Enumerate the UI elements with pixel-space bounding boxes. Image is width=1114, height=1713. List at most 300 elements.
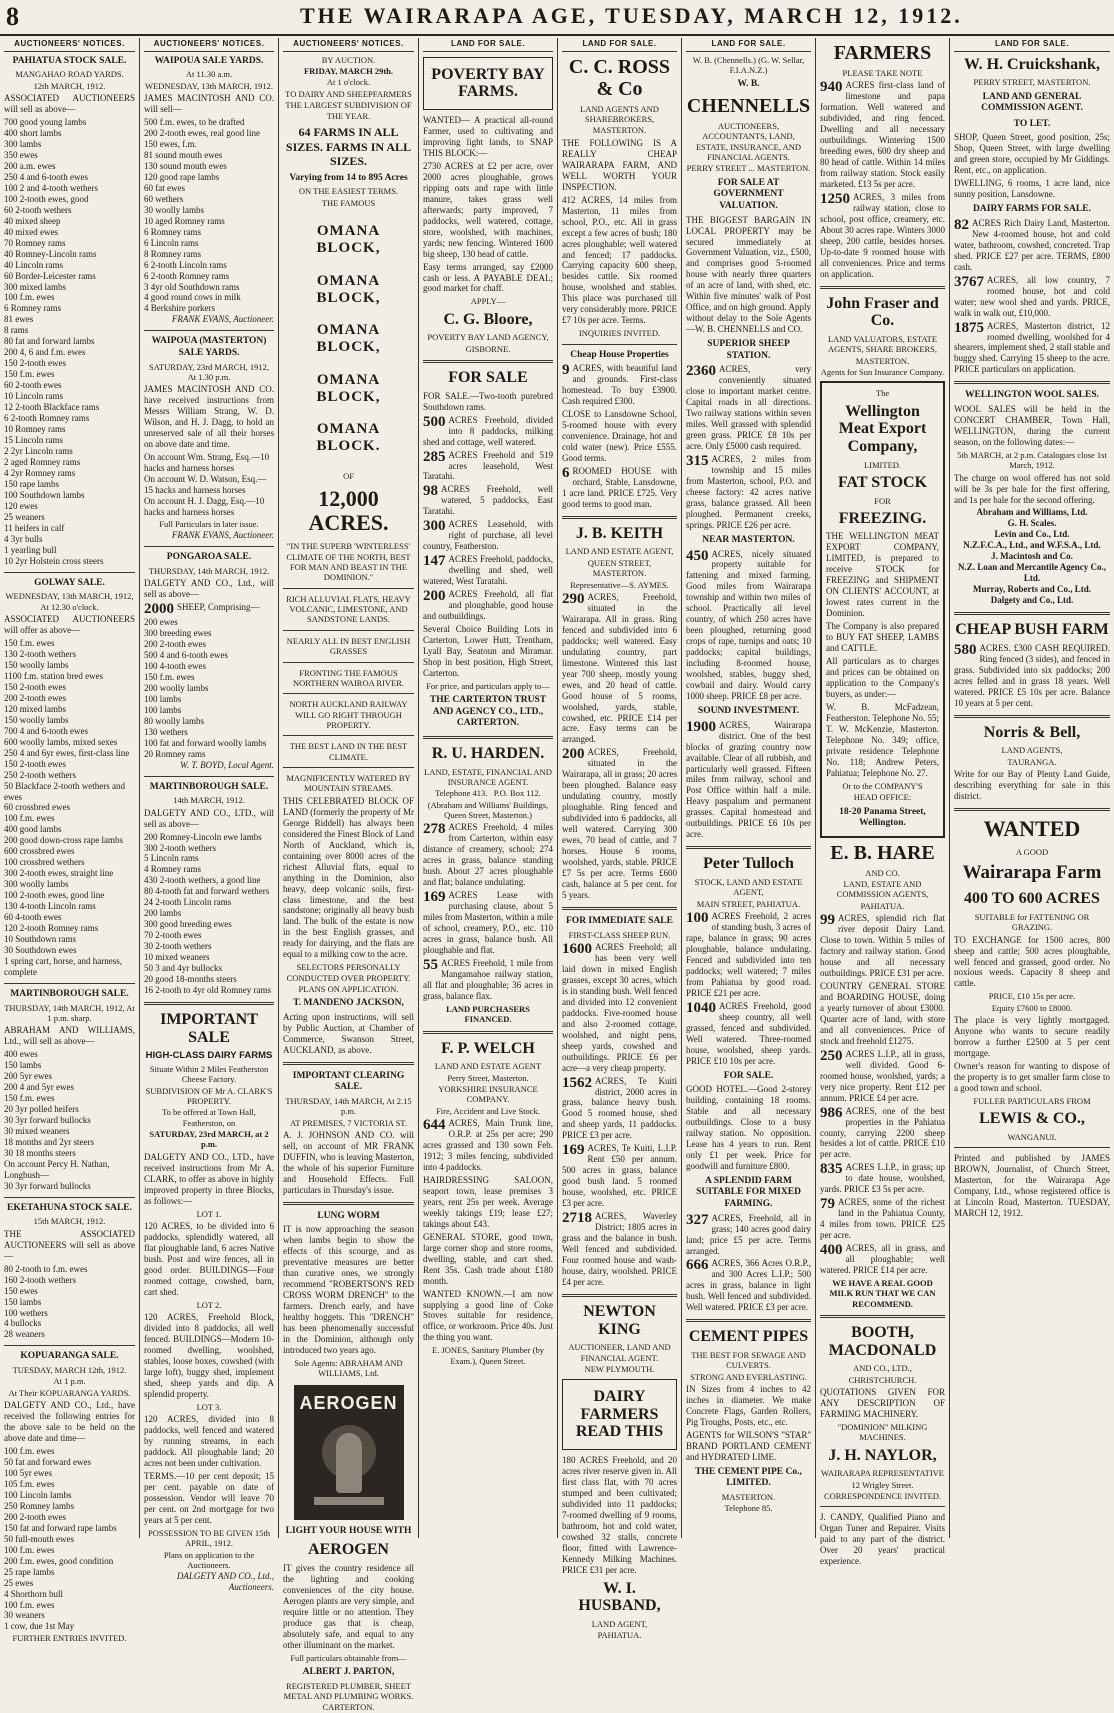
ad-line: LIMITED. bbox=[863, 459, 902, 470]
acreage-number: 940 bbox=[820, 79, 843, 96]
list-line: 60 2-tooth ewes bbox=[4, 380, 62, 391]
list-line: OMANA BLOCK, bbox=[316, 272, 381, 306]
ad-heading: DAIRY FARMS FOR SALE. bbox=[973, 204, 1091, 215]
property-listing bbox=[562, 363, 677, 407]
list-line: Dalgety and Co., Ltd. bbox=[990, 595, 1074, 606]
list-line: 60 4-tooth ewes bbox=[4, 912, 62, 923]
listing-text: ACRES, 3 miles from railway station, close to school, post office, creamery, etc. About 30 acres rape. Winters 3000 sheep, 200 cattle, besides horses. Up-to-date 9 roomed house with all conveniences. Price and terms on application. bbox=[820, 192, 945, 279]
list-line: 30 2-tooth wethers bbox=[144, 941, 212, 952]
acreage-number: 200 bbox=[423, 588, 446, 605]
list-line: 25 ewes bbox=[4, 1577, 34, 1588]
list-line: 2 aged Romney rams bbox=[4, 457, 81, 468]
acreage-number: 3767 bbox=[954, 273, 984, 290]
ad-body: AGENTS for WILSON'S "STAR" BRAND PORTLAND CEMENT and HYDRATED LIME. bbox=[686, 1429, 811, 1462]
list-line: 15 Lincoln rams bbox=[4, 435, 63, 446]
listing-text: ACRES Leasehold, with right of purchase, all level country, Featherston. bbox=[423, 519, 553, 552]
ad-date: 12th MARCH, 1912. bbox=[33, 80, 106, 91]
list-line: On account Percy H. Nathan, Longbush— bbox=[4, 1158, 110, 1180]
list-line: 100 4-tooth ewes bbox=[144, 660, 206, 671]
ad-signature: DALGETY AND CO., Ltd., Auctioneers. bbox=[176, 1571, 274, 1593]
ad-line: "IN THE SUPERB 'WINTERLESS' CLIMATE OF THE NORTH, BEST FOR MAN AND BEAST IN THE DOMINION." bbox=[286, 541, 411, 583]
ad-date: FRIDAY, MARCH 29th. bbox=[303, 66, 394, 77]
ad-line: A GOOD bbox=[1015, 847, 1049, 857]
ad-line: Agents for Sun Insurance Company. bbox=[820, 367, 945, 378]
divider bbox=[283, 662, 414, 663]
item-list bbox=[686, 549, 811, 703]
ad-body: All particulars as to charges and prices can be obtained on application to the Company's buyers, as under:— bbox=[826, 656, 939, 700]
ad-town: PAHIATUA. bbox=[597, 1630, 642, 1641]
ad-address: MAIN STREET, PAHIATUA. bbox=[696, 898, 801, 909]
listing-text: ACRES L.I.P., all in grass, well divided. Good 6-roomed house, woolshed, yards; a very nice property. Rent £12 per annum. PRICE £4 per acre. bbox=[820, 1048, 945, 1103]
ad-subheading: PLEASE TAKE NOTE bbox=[842, 68, 923, 78]
ad-line: YORKSHIRE INSURANCE COMPANY. bbox=[438, 1083, 538, 1105]
list-line: On account W. D. Watson, Esq.—15 hacks and harness horses bbox=[144, 474, 267, 495]
list-line: 130 2-tooth wethers bbox=[4, 648, 76, 659]
list-line: 60 wethers bbox=[144, 193, 184, 204]
list-line: 150 f.m. ewes bbox=[4, 369, 55, 380]
ad-address: (Abraham and Williams' Buildings, Queen Street, Masterton.) bbox=[427, 799, 549, 821]
list-line: 100 crossbred wethers bbox=[4, 857, 85, 868]
ad-line: FRONTING THE FAMOUS NORTHERN WAIROA RIVER. bbox=[292, 667, 404, 688]
list-line: 130 4-tooth Lincoln rams bbox=[4, 901, 96, 912]
ad-heading: AEROGEN bbox=[308, 1541, 389, 1559]
list-line: 6 2-tooth Lincoln rams bbox=[144, 259, 227, 270]
ad-town: MASTERTON. bbox=[592, 125, 647, 136]
ad-date: THURSDAY, 14th MARCH, 1912, At 1 p.m. sharp. bbox=[4, 1002, 135, 1023]
lamp-base-icon bbox=[314, 1497, 384, 1505]
list-line: 100 f.m. ewes bbox=[4, 1599, 55, 1610]
list-line: 16 2-tooth to 4yr old Romney rams bbox=[144, 985, 271, 996]
section-heading: LAND FOR SALE. bbox=[686, 38, 811, 52]
ad-body: WANTED— A practical all-round Farmer, used to cultivating and improving light lands, to SNAP THIS BLOCK:— bbox=[423, 114, 553, 158]
ad-date: THURSDAY, 14th MARCH, 1912. bbox=[148, 565, 270, 576]
ad-heading: FAT STOCK bbox=[837, 473, 928, 491]
listing-text: ACRES, very conveniently situated close to important market centre. Capital roads in all directions. Two railway stations within seven miles. Well grassed with splendid green grass. PRICE £8 10s per acre. Only £5000 cash required. bbox=[686, 364, 811, 452]
ad-subheading: AUCTIONEERS, ACCOUNTANTS, LAND, ESTATE, INSURANCE, AND FINANCIAL AGENTS. bbox=[695, 121, 802, 163]
ad-heading: W. B. bbox=[737, 79, 760, 90]
acreage-number: 327 bbox=[686, 1211, 709, 1228]
divider bbox=[820, 286, 945, 289]
ad-heading: CHENNELLS bbox=[686, 95, 811, 118]
listing-text: ACRES Freehold, 4 miles from Carterton, within easy distance of creamery, school; 274 acres in grass, balance standing bush. About 27 acres ploughable and flat; balance undulating. bbox=[423, 822, 553, 888]
list-line: 80 4-tooth fat and forward wethers bbox=[144, 886, 270, 897]
ad-body: The place is very lightly mortgaged. Anyone who wants to secure readily borrow a further £2500 at 5 per cent mortgage. bbox=[954, 1015, 1110, 1059]
listing-text: ACRES Freehold; all has been very well laid down in mixed English grasses, except 30 acres, which is in standing bush. Well fenced and divided into 12 convenient paddocks. Five-roomed house and also 2-roomed cottage, woolshed, and night pens, sheep yards, cowshed and outbuildings. PRICE £6 per acre—a very cheap property. bbox=[562, 941, 677, 1073]
listing-text: ACRES, some of the richest land in the Pahiatua County, 4 miles from town. PRICE £25 per acre. bbox=[820, 1197, 945, 1241]
agent-name: LEWIS & CO., bbox=[979, 1110, 1085, 1128]
ad-address: Perry Street, Masterton. bbox=[447, 1072, 529, 1083]
list-line: 4 Berkshire porkers bbox=[144, 303, 215, 314]
item-list bbox=[954, 643, 1110, 709]
section-heading: LAND FOR SALE. bbox=[562, 38, 677, 52]
list-line: 100 fat and forward woolly lambs bbox=[144, 737, 267, 748]
divider bbox=[954, 808, 1110, 811]
item-list bbox=[686, 911, 811, 1067]
acreage-number: 1900 bbox=[686, 718, 716, 735]
list-line: 200 woolly lambs bbox=[144, 682, 209, 693]
column-1 bbox=[0, 38, 140, 1644]
property-listing bbox=[423, 822, 553, 888]
ad-heading: IMPORTANT SALE bbox=[160, 1011, 258, 1046]
ad-footer: E. JONES, Sanitary Plumber (by Exam.), Queen Street. bbox=[432, 1345, 544, 1366]
divider bbox=[283, 630, 414, 631]
ad-subheading: MANGAHAO ROAD YARDS. bbox=[15, 69, 124, 80]
ad-line: W. B. (Chennells.) (G. W. Sellar, F.I.A.N.Z.) bbox=[692, 54, 805, 76]
ad-intro: ASSOCIATED AUCTIONEERS will sell as above— bbox=[4, 93, 135, 115]
listing-text: ACRES, Te Kuiti, L.I.P. Rent £50 per annum. 500 acres in grass, balance good bush land. 5 roomed house, woolshed, etc. PRICE £3 per acre. bbox=[562, 1143, 677, 1209]
ad-signature: W. T. BOYD, Local Agent. bbox=[180, 759, 274, 770]
list-line: 50 fat and forward ewes bbox=[4, 1456, 91, 1467]
list-line: 200 5yr ewes bbox=[4, 1071, 52, 1082]
list-line: 6 Romney rams bbox=[4, 303, 61, 314]
ad-heading: John Fraser and Co. bbox=[826, 294, 939, 330]
aerogen-lamp-illustration bbox=[294, 1385, 404, 1520]
ad-heading: PAHIATUA STOCK SALE. bbox=[12, 55, 127, 66]
ad-heading: LUNG WORM bbox=[317, 1210, 380, 1221]
ad-line: For price, and particulars apply to— bbox=[426, 680, 550, 691]
list-line: 300 lambs bbox=[4, 138, 42, 149]
ad-subheading: HIGH-CLASS DAIRY FARMS bbox=[145, 1050, 273, 1062]
ad-line: OF bbox=[343, 470, 354, 481]
ad-line: LAND AGENT, bbox=[591, 1618, 648, 1629]
list-line: 28 weaners bbox=[4, 1329, 45, 1340]
ad-heading: NEAR MASTERTON. bbox=[702, 534, 795, 545]
list-line: 250 Romney lambs bbox=[4, 1500, 74, 1511]
list-line: 105 f.m. ewes bbox=[4, 1478, 55, 1489]
item-list bbox=[686, 1213, 811, 1314]
acreage-number: 644 bbox=[423, 1117, 446, 1134]
agent-name: T. MANDENO JACKSON, bbox=[293, 998, 404, 1009]
ad-line: REGISTERED PLUMBER, SHEET METAL AND PLUMBING WORKS. bbox=[283, 1680, 414, 1702]
ad-body: Several Choice Building Lots in Carterton, Lower Hutt, Trentham, Lyall Bay, Seatoun and Miramar. Shop in best position, High Street, Carterton. bbox=[423, 624, 553, 678]
list-line: 130 sound mouth ewes bbox=[144, 160, 227, 171]
ad-address: QUEEN STREET, MASTERTON. bbox=[587, 557, 652, 579]
list-line: 300 breeding ewes bbox=[144, 628, 212, 639]
property-listing bbox=[423, 890, 553, 956]
list-line: 1 spring cart, horse, and harness, complete bbox=[4, 956, 122, 977]
section-heading: AUCTIONEERS' NOTICES. bbox=[4, 38, 135, 52]
divider bbox=[562, 344, 677, 345]
sheep-count: 2000 bbox=[144, 601, 174, 618]
list-line: 10 Southdown rams bbox=[4, 934, 76, 945]
list-line: 150 ewes bbox=[4, 1285, 38, 1296]
ad-heading: MARTINBOROUGH SALE. bbox=[10, 988, 129, 999]
property-listing bbox=[954, 643, 1110, 709]
ad-subheading: LAND AGENTS, bbox=[1001, 745, 1063, 756]
divider bbox=[562, 1294, 677, 1297]
list-line: 200 lambs bbox=[144, 908, 182, 919]
list-line: 1 yearling bull bbox=[4, 544, 57, 555]
list-line: 120 mixed lambs bbox=[4, 703, 66, 714]
list-line: 150 2-tooth ewes bbox=[4, 758, 66, 769]
list-line: 600 woolly lambs, mixed sexes bbox=[4, 736, 118, 747]
list-line: 18 months and 2yr steers bbox=[4, 1136, 94, 1147]
list-line: G. H. Scales. bbox=[1007, 518, 1057, 529]
acreage-number: 835 bbox=[820, 1161, 843, 1178]
ad-line: Situate Within 2 Miles Featherston Cheese Factory. bbox=[149, 1063, 269, 1085]
list-line: On account H. J. Dagg, Esq.—10 hacks and harness horses bbox=[144, 495, 265, 517]
list-line: J. Macintosh and Co. bbox=[991, 551, 1073, 562]
ad-body: Owner's reason for wanting to dispose of the property is to get smaller farm close to a good town and school. bbox=[954, 1061, 1110, 1093]
list-line: 250 2-tooth wethers bbox=[4, 769, 76, 780]
divider bbox=[283, 735, 414, 736]
ad-line: POVERTY BAY LAND AGENCY, bbox=[427, 332, 549, 343]
divider bbox=[423, 736, 553, 739]
acreage-number: 82 bbox=[954, 216, 969, 233]
lot-text: 120 ACRES, to be divided into 6 paddocks, splendidly watered, all flat ploughable land, 6 acres Native bush. Post and wire fences, all in good order. BUILDINGS—Four roomed cottage, cowshed, barn, cart shed. bbox=[144, 1220, 274, 1297]
ad-line: FOR bbox=[874, 495, 891, 506]
ad-line: THE LARGEST SUBDIVISION OF THE YEAR. bbox=[285, 100, 412, 121]
aerogen-image-label: AEROGEN bbox=[299, 1392, 398, 1413]
ad-heading: E. B. HARE bbox=[830, 841, 935, 864]
stock-list bbox=[144, 832, 274, 997]
acreage-number: 98 bbox=[423, 483, 438, 500]
property-listing bbox=[686, 1001, 811, 1067]
list-line: 80 2-tooth to f.m. ewes bbox=[4, 1263, 88, 1274]
list-line: 8 rams bbox=[4, 325, 29, 336]
listing-text: ACRES Freehold, divided into 8 paddocks, milking shed and cottage, well watered. bbox=[423, 414, 553, 447]
list-line: 40 mixed ewes bbox=[4, 226, 58, 237]
item-list bbox=[423, 391, 553, 622]
ad-town: MASTERTON. bbox=[721, 1491, 776, 1502]
list-line: 25 weaners bbox=[4, 511, 45, 522]
ad-body: WANTED KNOWN.—I am now supplying a good line of Coke Stoves suitable for residence, office, or workroom. Price 40s. Just the thing you want. bbox=[423, 1288, 553, 1343]
omana-block-list bbox=[283, 223, 414, 456]
list-line: 250 4 and 6yr ewes, first-class line bbox=[4, 747, 130, 758]
ad-intro: THE ASSOCIATED AUCTIONEERS will sell as above— bbox=[4, 1228, 135, 1261]
list-line: 100 f.m. ewes bbox=[4, 1445, 55, 1456]
ad-heading: Wairarapa Farm bbox=[962, 862, 1102, 884]
item-list bbox=[820, 80, 945, 279]
ad-town: CARTERTON. bbox=[322, 1702, 375, 1713]
listing-text: HAIRDRESSING SALOON, seaport town, lease premises 3 years, rent 25s per week. Average weekly takings £19; lease £27; takings about £43. bbox=[423, 1174, 553, 1229]
ad-heading: Norris & Bell, bbox=[983, 723, 1081, 741]
property-listing bbox=[562, 592, 677, 746]
page-number: 8 bbox=[6, 2, 19, 31]
ad-body: TO EXCHANGE for 1500 acres, 800 sheep and cattle; 500 acres ploughable, well fenced and grassed, good order. No noxious weeds. Capacity 8 sheep and cattle. bbox=[954, 934, 1110, 989]
signatory-list bbox=[954, 507, 1110, 606]
ad-line: RICH ALLUVIAL FLATS, HEAVY VOLCANIC, LIMESTONE, AND SANDSTONE LANDS. bbox=[286, 593, 411, 625]
list-line: 120 good rape lambs bbox=[144, 171, 220, 182]
property-listing bbox=[686, 549, 811, 703]
ad-date: SATURDAY, 23rd MARCH, at 2 p.m. bbox=[149, 1128, 269, 1150]
acreage-number: 986 bbox=[820, 1104, 843, 1121]
ad-line: Full particulars obtainable from— bbox=[290, 1652, 407, 1663]
ad-date: 14th MARCH, 1912. bbox=[173, 795, 245, 806]
listing-text: ACRES, all low country, 7 roomed house, hot and cold water; new wool shed and yards. PRICE, walk in walk out, £10,000. bbox=[954, 274, 1110, 318]
acreage-number: 278 bbox=[423, 821, 446, 838]
agent-name: W. I. HUSBAND, bbox=[578, 1579, 661, 1615]
acreage-number: 1250 bbox=[820, 191, 850, 208]
list-line: 4 bullocks bbox=[4, 1318, 42, 1329]
newspaper-title: THE WAIRARAPA AGE, TUESDAY, MARCH 12, 1912. bbox=[300, 3, 963, 28]
equity-text: Equity £7600 to £8000. bbox=[991, 1002, 1073, 1013]
ad-heading: SUPERIOR SHEEP STATION. bbox=[707, 339, 790, 361]
ad-agents: Sole Agents: ABRAHAM AND WILLIAMS, Ltd. bbox=[294, 1358, 403, 1379]
list-line: On account Wm. Strang, Esq.—10 hacks and harness horses bbox=[144, 452, 270, 474]
column-3 bbox=[279, 38, 419, 1713]
ad-line: STRONG AND EVERLASTING. bbox=[690, 1371, 807, 1382]
property-listing bbox=[820, 80, 945, 190]
list-line: 60 crossbred ewes bbox=[4, 802, 70, 813]
divider bbox=[4, 1197, 135, 1198]
listing-text: ACRES Freehold, all flat and ploughable, good house and outbuildings. bbox=[423, 589, 553, 622]
list-line: 150 woolly lambs bbox=[4, 659, 69, 670]
property-listing bbox=[562, 1076, 677, 1142]
listing-text: ACRES, one of the best properties in the Pahiatua county, carrying 2200 sheep besides a lot of cattle. PRICE £10 per acre. bbox=[820, 1105, 945, 1160]
ad-date: 15th MARCH, 1912. bbox=[33, 1216, 106, 1227]
property-listing bbox=[423, 484, 553, 517]
divider bbox=[686, 1319, 811, 1322]
list-line: 40 Romney-Lincoln rams bbox=[4, 248, 97, 259]
ad-subheading: LAND AGENTS AND SHAREBROKERS, bbox=[580, 103, 659, 125]
list-line: 30 3yr forward bullocks bbox=[4, 1115, 91, 1126]
ad-town: WANGANUI. bbox=[1007, 1131, 1057, 1142]
list-line: 100 lambs bbox=[144, 704, 182, 715]
list-line: 160 2-tooth wethers bbox=[4, 1274, 76, 1285]
property-listing bbox=[423, 589, 553, 622]
list-line: 100 Southdown lambs bbox=[4, 489, 85, 500]
property-listing bbox=[686, 911, 811, 999]
numbered-item: 2730 ACRES at £2 per acre, over 2000 acres ploughable, grows ripping oats and rape with little manure, takes grass well afterwards; party improved, 7 paddocks, well watered, cottage, store, woolshed, with machines, yards; new fencing. Wintered 1600 big sheep, 130 head of cattle. bbox=[423, 160, 553, 259]
ad-box bbox=[423, 57, 553, 110]
ad-line: The bbox=[875, 388, 890, 399]
divider bbox=[4, 572, 135, 573]
ad-heading: DAIRY FARMERS READ THIS bbox=[575, 1388, 664, 1441]
listing-text: ACRES, Waverley District; 1805 acres in grass and the balance in bush. Well fenced and subdivided. Four roomed house and wash-house, dairy, woolshed. PRICE £4 per acre. bbox=[562, 1211, 677, 1287]
divider bbox=[954, 1147, 1110, 1148]
list-line: 24 2-tooth Lincoln rams bbox=[144, 897, 232, 908]
list-line: 100 wethers bbox=[4, 1307, 48, 1318]
acreage-number: 1600 bbox=[562, 940, 592, 957]
property-listing bbox=[423, 958, 553, 1002]
ad-heading: Peter Tulloch bbox=[703, 855, 794, 873]
list-line: 4 3yr bulls bbox=[4, 533, 43, 544]
list-line: 400 ewes bbox=[4, 1049, 38, 1060]
acreage-number: 250 bbox=[820, 1047, 843, 1064]
ad-line: SUITABLE for FATTENING OR GRAZING. bbox=[974, 911, 1090, 933]
list-line: 150 f.m. ewes bbox=[144, 671, 195, 682]
list-line: N.Z.F.C.A., Ltd., and W.F.S.A., Ltd. bbox=[963, 540, 1101, 551]
property-listing bbox=[686, 1213, 811, 1257]
list-line: 100 f.m. ewes bbox=[4, 1544, 55, 1555]
ad-heading: POVERTY BAY FARMS. bbox=[431, 65, 545, 101]
ad-time: At 1 p.m. bbox=[53, 1376, 86, 1387]
list-line: 6 2-tooth Romney rams bbox=[4, 413, 90, 424]
ad-subheading: LAND AND GENERAL COMMISSION AGENT. bbox=[981, 91, 1083, 114]
lot-label: LOT 1. bbox=[196, 1208, 222, 1219]
list-line: 200 4, 6 and f.m. ewes bbox=[4, 347, 86, 358]
ad-body: THE BIGGEST BARGAIN IN LOCAL PROPERTY may be secured immediately at Government Valuation, viz., £500, and comprises good 5-roomed house with nearly three quarters of an acre of land, with shed, etc. Within five minutes' walk of Post Office, and on high ground. Apply without delay to the Sole Agents—W. B. CHENNELLS and CO. bbox=[686, 214, 811, 335]
wellington-meat-ad bbox=[820, 381, 945, 837]
list-line: 10 aged Romney rams bbox=[144, 215, 225, 226]
ad-heading: MARTINBOROUGH SALE. bbox=[149, 781, 269, 792]
list-line: 40 Lincoln rams bbox=[4, 259, 63, 270]
property-listing bbox=[423, 1118, 553, 1173]
list-line: 350 ewes bbox=[4, 149, 38, 160]
ad-subheading: LAND, ESTATE, FINANCIAL AND INSURANCE AGENT. bbox=[424, 766, 552, 787]
list-line: 150 rape lambs bbox=[4, 478, 59, 489]
acreage-number: 400 bbox=[820, 1242, 843, 1259]
list-line: 200 2-tooth ewes bbox=[4, 1511, 66, 1522]
ad-heading: PONGAROA SALE. bbox=[166, 552, 252, 563]
list-line: 30 3yr forward bullocks bbox=[4, 1180, 91, 1191]
ad-footer: WE HAVE A REAL GOOD MILK RUN THAT WE CAN RECOMMEND. bbox=[829, 1278, 936, 1309]
item-list bbox=[423, 822, 553, 1002]
lamp-icon bbox=[336, 1433, 362, 1493]
ad-line: MAGNIFICENTLY WATERED BY MOUNTAIN STREAMS. bbox=[286, 773, 411, 794]
ad-line: BY AUCTION. bbox=[321, 54, 376, 65]
ad-body: The Company is also prepared to BUY FAT SHEEP, LAMBS and CATTLE. bbox=[826, 621, 939, 654]
ad-line: PLANS ON APPLICATION. bbox=[298, 984, 399, 995]
ad-intro: DALGETY AND CO., Ltd., will sell as above— bbox=[144, 578, 274, 600]
ad-intro: DALGETY AND CO., Ltd., have received the following entries for the above sale to be held on the above date and time— bbox=[4, 1400, 135, 1443]
ad-date: WEDNESDAY, 13th MARCH, 1912, At 12.30 o'clock. bbox=[5, 591, 134, 612]
list-line: 20 Romney rams bbox=[144, 748, 206, 759]
list-line: 4 2yr Romney rams bbox=[4, 467, 76, 478]
column-7 bbox=[816, 38, 950, 1567]
list-line: 30 mixed weaners bbox=[4, 1125, 70, 1136]
list-line: 100 2-tooth ewes, good bbox=[4, 193, 89, 204]
farms-headline: 64 FARMS IN ALL SIZES. FARMS IN ALL SIZES. bbox=[285, 124, 412, 169]
acreage-number: 9 bbox=[562, 362, 570, 379]
list-line: 200 2-tooth ewes, real good line bbox=[144, 127, 260, 138]
lot-label: LOT 2. bbox=[196, 1299, 222, 1310]
acreage-number: 450 bbox=[686, 547, 709, 564]
ad-heading: WAIPOUA (MASTERTON) SALE YARDS. bbox=[151, 336, 267, 358]
ad-date: WEDNESDAY, 13th MARCH, 1912. bbox=[145, 80, 273, 91]
stock-list bbox=[4, 1446, 135, 1632]
ad-heading: FOR SALE bbox=[448, 369, 528, 387]
ad-heading: WANTED bbox=[983, 815, 1081, 841]
ad-footer: INQUIRIES INVITED. bbox=[578, 328, 661, 339]
section-heading: LAND FOR SALE. bbox=[423, 38, 553, 52]
stock-list bbox=[144, 617, 274, 760]
property-listing bbox=[423, 415, 553, 448]
list-line: 130 wethers bbox=[144, 726, 188, 737]
acreage-number: 100 bbox=[686, 909, 709, 926]
acreage-number: 2360 bbox=[686, 363, 716, 380]
list-line: 70 2-tooth ewes bbox=[144, 930, 202, 941]
ad-town: PAHIATUA. bbox=[860, 900, 905, 911]
divider bbox=[283, 693, 414, 694]
agency-name: THE CARTERTON TRUST AND AGENCY CO., LTD., CARTERTON. bbox=[429, 695, 547, 729]
listing-text: ACRES. £300 CASH REQUIRED. Ring fenced (3 sides), and fenced in grass. Subdivided into six paddocks; 200 acres felled and in grass 18 years. Well watered. PRICE £5 10s per acre. Balance 10 years at 5 per cent. bbox=[954, 642, 1110, 708]
divider bbox=[562, 516, 677, 519]
ad-heading: R. U. HARDEN. bbox=[431, 745, 545, 763]
stock-list bbox=[4, 1264, 135, 1341]
ad-body: The charge on wool offered has not sold will be 3s per bale for the first offering, and 1s per bale for the second offering. bbox=[954, 472, 1110, 505]
property-listing bbox=[562, 942, 677, 1074]
list-line: 300 2-tooth ewes, straight line bbox=[4, 868, 114, 879]
possession-text: POSSESSION TO BE GIVEN 15th APRIL, 1912. bbox=[147, 1527, 270, 1549]
divider bbox=[686, 846, 811, 849]
list-line: 200 f.m. ewes, good condition bbox=[4, 1555, 114, 1566]
ad-heading: C. C. ROSS & Co bbox=[568, 55, 671, 100]
acreage-number: 147 bbox=[423, 553, 446, 570]
ad-town: CHRISTCHURCH. bbox=[848, 1374, 917, 1385]
property-listing bbox=[820, 1197, 945, 1241]
property-listing bbox=[423, 391, 553, 413]
list-line: 100 f.m. ewes bbox=[4, 292, 55, 303]
ad-line: SUBDIVISION OF Mr A. CLARK'S PROPERTY. bbox=[145, 1085, 273, 1106]
list-line: 20 good 18-months steers bbox=[144, 974, 237, 985]
ad-date: THURSDAY, 14th MARCH, At 2.15 p.m. bbox=[285, 1096, 412, 1117]
ad-subheading: THE BEST FOR SEWAGE AND CULVERTS. bbox=[691, 1349, 806, 1371]
list-line: 150 2-tooth ewes bbox=[4, 681, 66, 692]
divider bbox=[4, 1345, 135, 1346]
ad-body: Acting upon instructions, will sell by Public Auction, at Chamber of Commerce, Swanson Street, AUCKLAND, as above. bbox=[283, 1011, 414, 1055]
